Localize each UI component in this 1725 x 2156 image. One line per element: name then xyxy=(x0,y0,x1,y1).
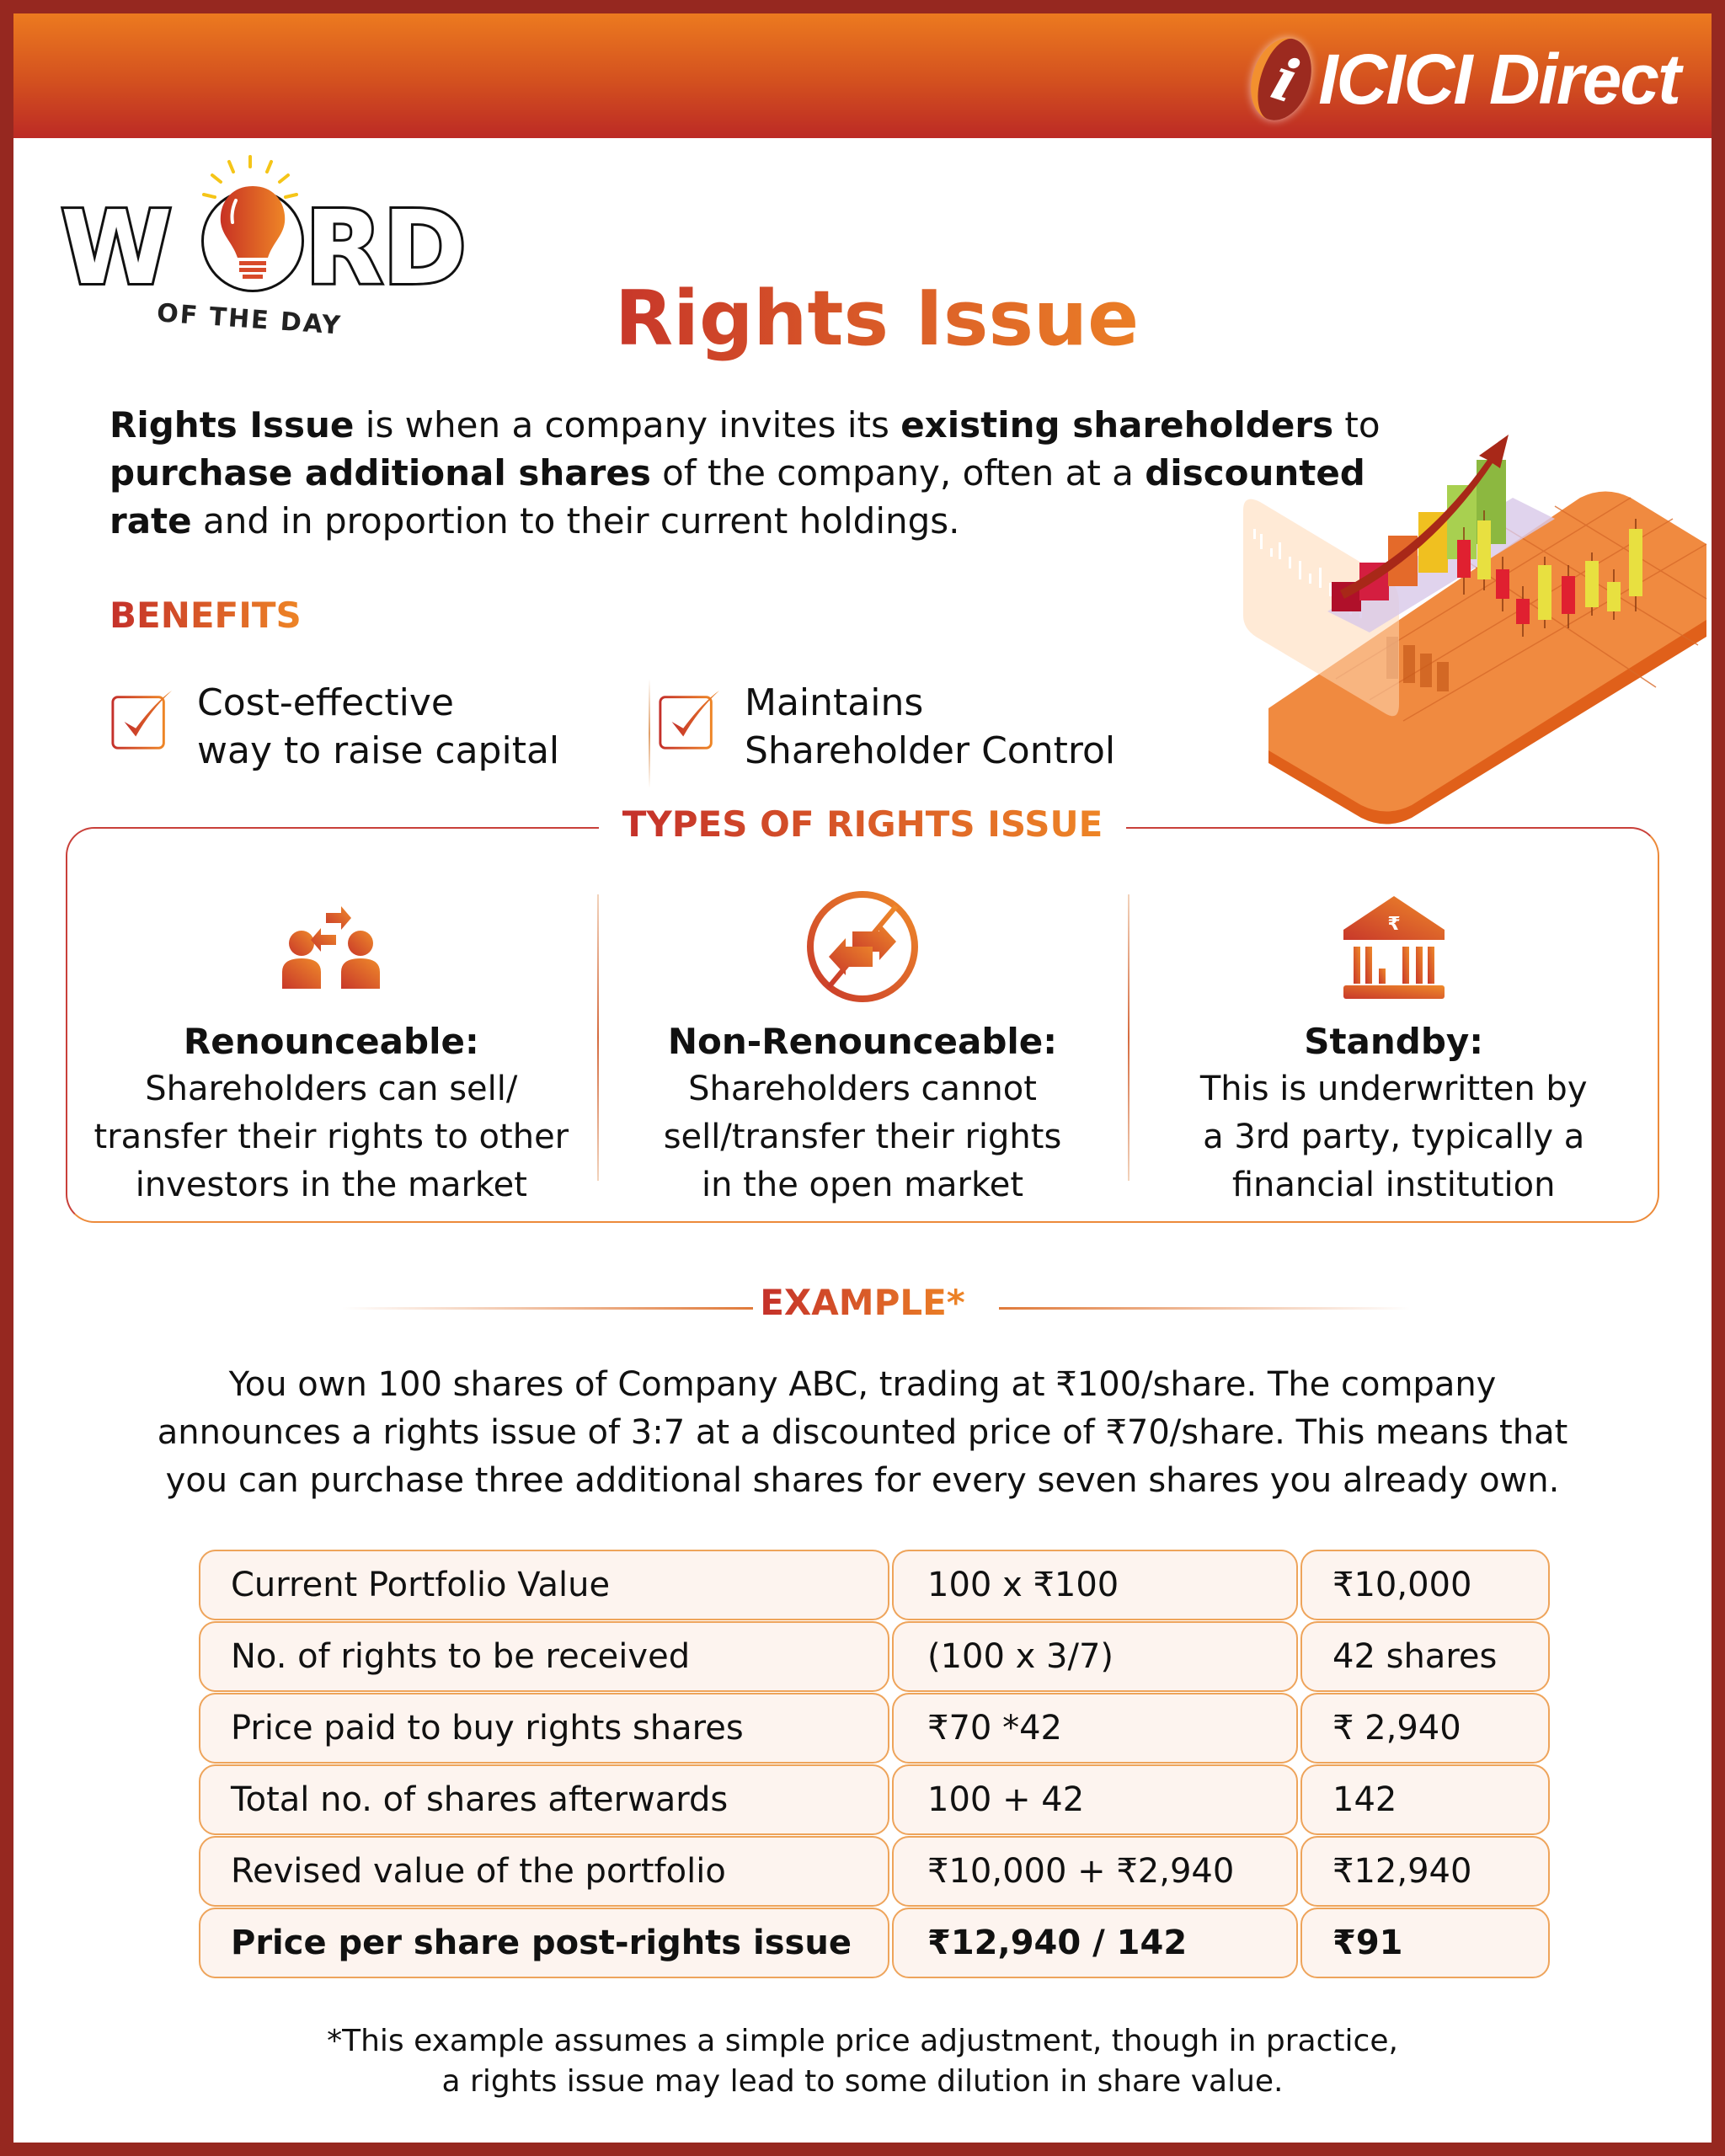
footnote xyxy=(13,2021,1712,2102)
example-table xyxy=(199,1550,1551,1979)
row-label: Current Portfolio Value xyxy=(199,1550,889,1620)
def-text: is when a company invites its xyxy=(354,404,901,446)
benefit-line: way to raise capital xyxy=(197,729,560,772)
table-row xyxy=(199,1550,1551,1620)
row-result: ₹12,940 xyxy=(1300,1836,1550,1907)
table-row xyxy=(199,1693,1551,1764)
row-formula: 100 + 42 xyxy=(892,1764,1298,1835)
row-result: 42 shares xyxy=(1300,1621,1550,1692)
type-renounceable xyxy=(66,827,597,1223)
types-columns xyxy=(66,827,1659,1223)
type-name: Standby: xyxy=(1304,1021,1484,1062)
benefit-line: Maintains xyxy=(745,681,924,724)
row-formula: ₹70 *42 xyxy=(892,1693,1298,1764)
icici-i-icon xyxy=(1241,30,1322,128)
infographic-frame xyxy=(13,13,1712,2143)
types-label: TYPES OF RIGHTS ISSUE xyxy=(622,803,1103,845)
def-bold: existing shareholders xyxy=(900,404,1334,446)
type-standby xyxy=(1128,827,1659,1223)
logo-letter-w: W xyxy=(61,190,173,307)
benefit-line: Cost-effective xyxy=(197,681,454,724)
checkbox-checked-icon xyxy=(657,687,723,753)
brand-i-letter: i xyxy=(1263,43,1307,117)
benefit-line: Shareholder Control xyxy=(745,729,1116,772)
table-row xyxy=(199,1836,1551,1907)
word-of-the-day-logo xyxy=(52,148,467,317)
benefits-divider xyxy=(649,679,650,788)
table-row xyxy=(199,1764,1551,1835)
row-formula: (100 x 3/7) xyxy=(892,1621,1298,1692)
row-result: ₹91 xyxy=(1300,1908,1550,1978)
benefits-label: BENEFITS xyxy=(109,595,302,636)
benefit-item xyxy=(109,679,657,788)
bank-rupee-icon xyxy=(1335,888,1453,1006)
example-line: You own 100 shares of Company ABC, trading at ₹100/share. The company xyxy=(228,1365,1497,1404)
def-text: to xyxy=(1333,404,1381,446)
benefit-item xyxy=(657,679,1204,788)
example-label: EXAMPLE* xyxy=(760,1282,965,1323)
type-name: Renounceable: xyxy=(183,1021,479,1062)
brand-name: ICICI Direct xyxy=(1318,39,1680,119)
header-bar xyxy=(13,13,1712,138)
logo-subtitle: OF THE DAY xyxy=(156,298,343,341)
row-label: Price paid to buy rights shares xyxy=(199,1693,889,1764)
type-non-renounceable xyxy=(597,827,1129,1223)
row-label: Revised value of the portfolio xyxy=(199,1836,889,1907)
row-label: No. of rights to be received xyxy=(199,1621,889,1692)
logo-letters-rd: RD xyxy=(305,190,467,307)
row-result: 142 xyxy=(1300,1764,1550,1835)
row-label: Total no. of shares afterwards xyxy=(199,1764,889,1835)
benefits-heading xyxy=(109,595,302,636)
def-text: and in proportion to their current holdings. xyxy=(191,500,960,542)
row-label: Price per share post-rights issue xyxy=(199,1908,889,1978)
example-heading xyxy=(13,1282,1712,1323)
definition-paragraph xyxy=(109,401,1390,545)
type-desc-line: a 3rd party, typically a xyxy=(1203,1118,1585,1156)
def-bold: purchase additional shares xyxy=(109,452,651,494)
type-desc-line: in the open market xyxy=(701,1166,1024,1204)
type-name: Non-Renounceable: xyxy=(667,1021,1058,1062)
svg-text:₹: ₹ xyxy=(1387,914,1401,935)
example-line: announces a rights issue of 3:7 at a discounted price of ₹70/share. This means that xyxy=(157,1413,1568,1452)
type-desc-line: Shareholders can sell/ xyxy=(145,1070,518,1108)
type-desc-line: financial institution xyxy=(1231,1166,1556,1204)
people-exchange-icon xyxy=(272,888,390,1006)
benefits-list xyxy=(109,679,1204,788)
footnote-line: a rights issue may lead to some dilution in share value. xyxy=(441,2064,1284,2099)
type-desc-line: transfer their rights to other xyxy=(93,1118,569,1156)
def-text: of the company, often at a xyxy=(650,452,1146,494)
type-desc-line: This is underwritten by xyxy=(1199,1070,1588,1108)
type-desc-line: Shareholders cannot xyxy=(688,1070,1037,1108)
table-row xyxy=(199,1621,1551,1692)
benefit-text xyxy=(745,679,1115,775)
checkbox-checked-icon xyxy=(109,687,175,753)
row-formula: ₹10,000 + ₹2,940 xyxy=(892,1836,1298,1907)
page-title: Rights Issue xyxy=(485,275,1268,363)
no-transfer-icon xyxy=(804,888,921,1006)
stock-chart-illustration xyxy=(1235,384,1712,805)
example-line: you can purchase three additional shares for every seven shares you already own. xyxy=(165,1461,1560,1500)
row-result: ₹ 2,940 xyxy=(1300,1693,1550,1764)
benefit-text xyxy=(197,679,559,775)
type-desc-line: investors in the market xyxy=(135,1166,527,1204)
footnote-line: *This example assumes a simple price adjustment, though in practice, xyxy=(327,2024,1398,2058)
def-bold: discounted rate xyxy=(109,452,1365,542)
row-formula: ₹12,940 / 142 xyxy=(892,1908,1298,1978)
example-paragraph xyxy=(47,1361,1678,1505)
table-row xyxy=(199,1908,1551,1978)
row-result: ₹10,000 xyxy=(1300,1550,1550,1620)
type-desc-line: sell/transfer their rights xyxy=(663,1118,1062,1156)
def-term: Rights Issue xyxy=(109,404,355,446)
brand-logo xyxy=(1252,37,1680,121)
row-formula: 100 x ₹100 xyxy=(892,1550,1298,1620)
